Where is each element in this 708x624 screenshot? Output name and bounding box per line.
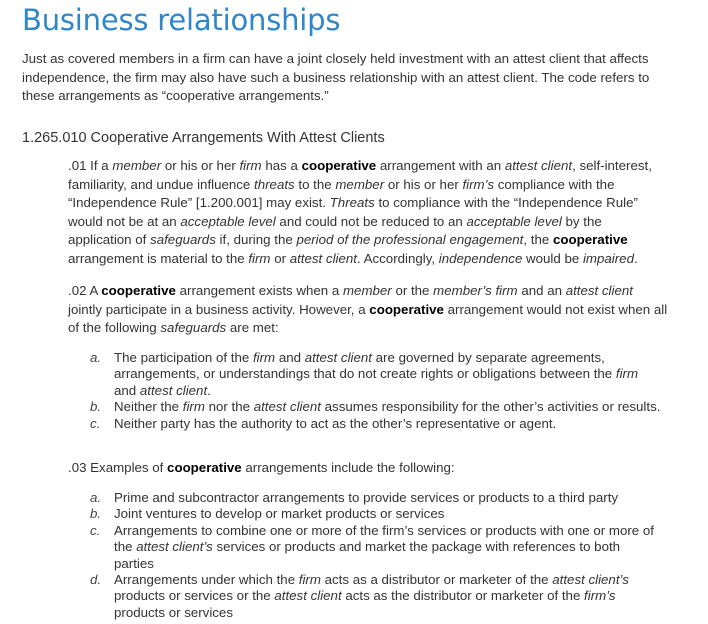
examples-list — [90, 490, 662, 621]
list-item: b. Joint ventures to develop or market products or services — [90, 506, 445, 522]
list-marker: c. — [90, 522, 101, 538]
keyword-highlight: cooperative — [167, 460, 242, 475]
intro-paragraph: Just as covered members in a firm can have a joint closely held investment with an attest client that affects independence, the firm may also have such a business relationship with an attest client. The code refers to these arrangements as “cooperative arrangements.” — [22, 51, 650, 103]
list-item: d. Arrangements under which the firm acts as a distributor or marketer of the attest client’s products or services or the attest client acts as the distributor or marketer of the firm’s products or services — [90, 572, 629, 620]
safeguards-list — [90, 350, 662, 432]
keyword-highlight: cooperative — [301, 158, 377, 173]
list-item: a. Prime and subcontractor arrangements to provide services or products to a third party — [90, 490, 619, 505]
list-marker: a. — [90, 350, 102, 365]
paragraph-02: .02 A cooperative arrangement exists when a member or the member’s firm and an attest client jointly participate in a business activity. However, a cooperative arrangement would not exist when all of the following safeguards are met: — [68, 283, 668, 335]
paragraph-01: .01 If a member or his or her firm has a cooperative arrangement with an attest client, self-interest, familiarity, and undue influence threats to the member or his or her firm’s compliance with the “Independence Rule” [1.200.001] may exist. Threats to compliance with the “Independence Rule” would not be at an acceptable level and could not be reduced to an acceptable level by the application of safeguards if, during the period of the professional engagement, the cooperative arrangement is material to the firm or attest client. Accordingly, independence would be impaired. — [68, 158, 652, 266]
list-marker: b. — [90, 399, 102, 415]
page-title: Business relationships — [22, 3, 341, 37]
list-item: c. Neither party has the authority to act as the other’s representative or agent. — [90, 415, 557, 431]
list-item: b. Neither the firm nor the attest client assumes responsibility for the other’s activities or results. — [90, 399, 661, 415]
list-marker: b. — [90, 506, 102, 522]
list-marker: c. — [90, 415, 101, 431]
keyword-highlight: cooperative — [101, 283, 176, 298]
keyword-highlight: cooperative — [552, 232, 628, 247]
list-item: a. The participation of the firm and attest client are governed by separate agreements, arrangements, or understandings that do not create rights or obligations between the firm and attest client. — [90, 350, 639, 398]
keyword-highlight: cooperative — [369, 301, 444, 317]
section-heading: 1.265.010 Cooperative Arrangements With Attest Clients — [22, 130, 385, 146]
list-marker: d. — [90, 572, 102, 588]
list-item: c. Arrangements to combine one or more of the firm’s services or products with one or more of the attest client’s services or products and market the package with references to both parties — [90, 522, 654, 571]
paragraph-03: .03 Examples of cooperative arrangements include the following: — [68, 460, 455, 475]
list-marker: a. — [90, 490, 102, 505]
